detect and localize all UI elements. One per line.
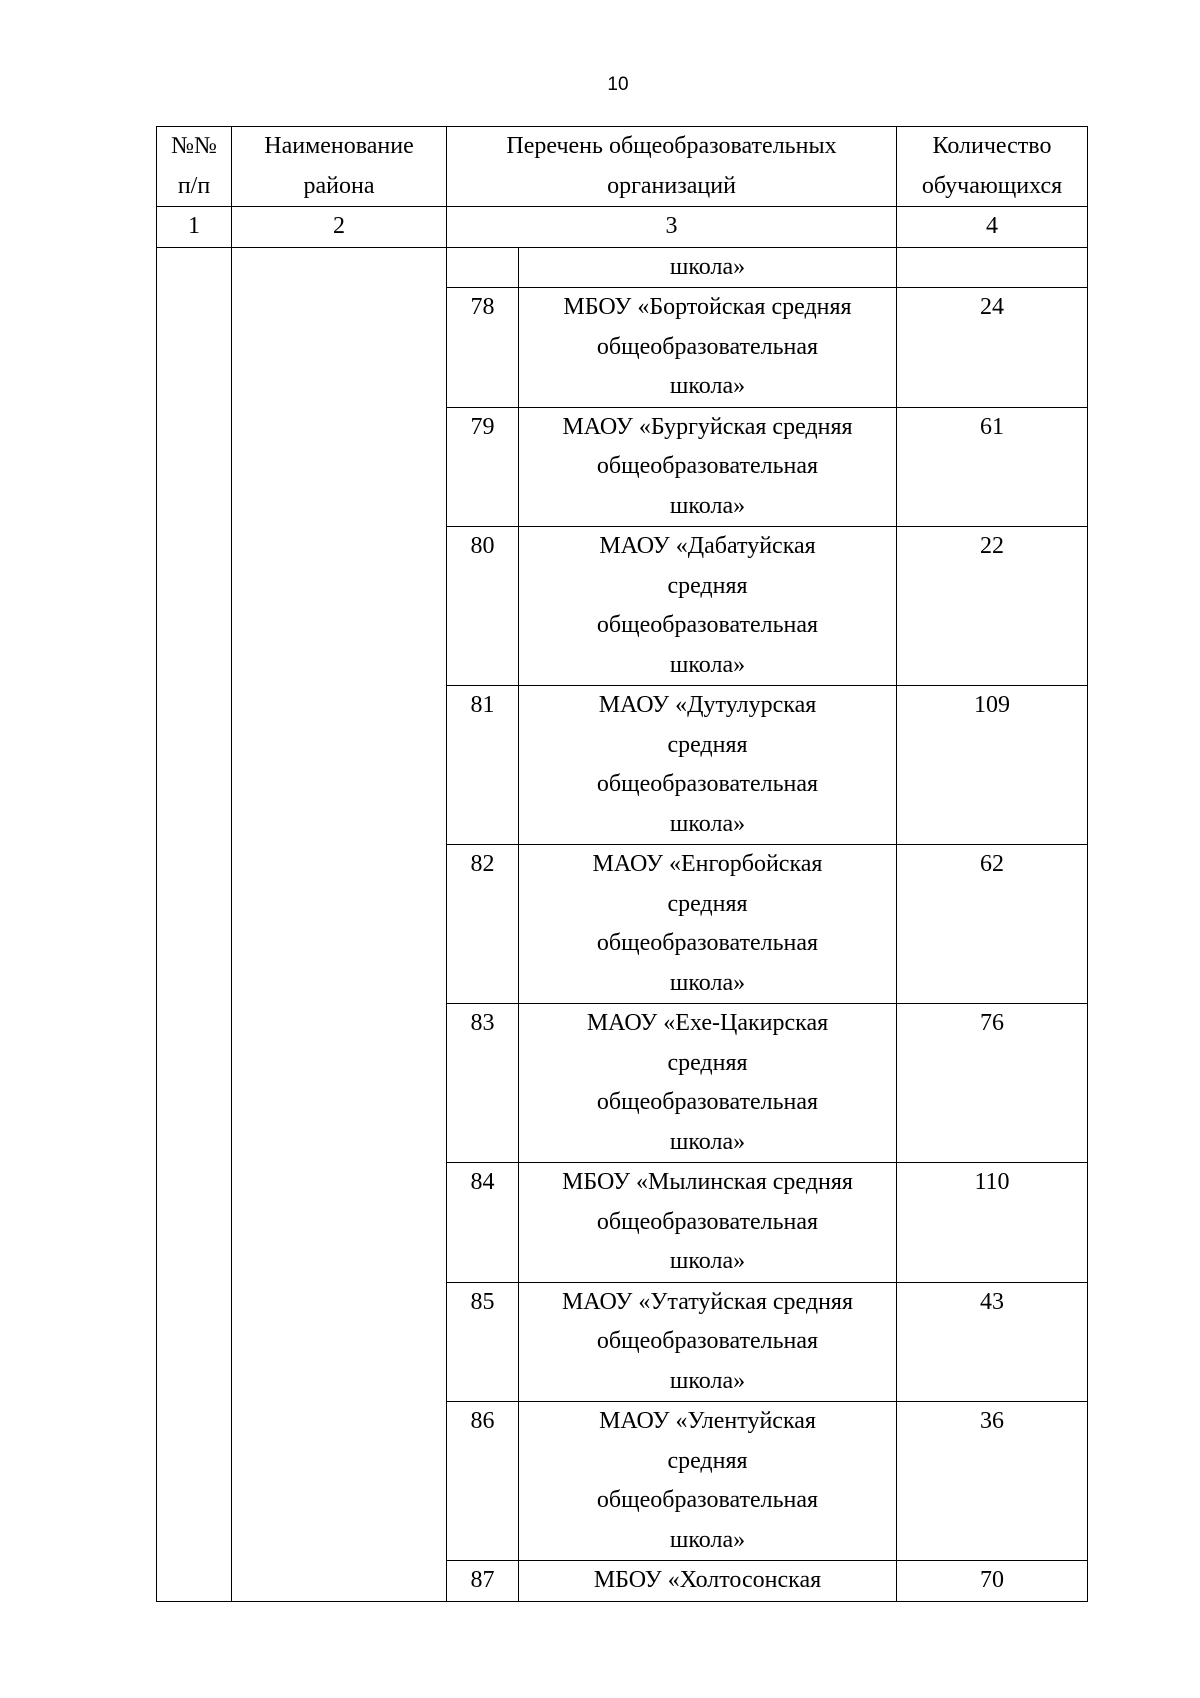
organization-name-line: МАОУ «Ехе-Цакирская — [586, 1010, 829, 1036]
organization-name — [519, 1402, 897, 1561]
header-count-cell — [897, 127, 1088, 207]
organization-name-line: школа» — [669, 1526, 746, 1553]
organization-name-line: общеобразовательная — [596, 1208, 819, 1235]
header-number-cell — [157, 127, 232, 207]
student-count: 36 — [897, 1402, 1088, 1561]
header-organizations-line: Перечень общеобразовательных — [506, 133, 837, 159]
organization-name-line: МБОУ «Бортойская средняя — [563, 294, 852, 320]
table-body — [157, 127, 1088, 1602]
organization-name — [519, 1561, 897, 1602]
organization-name-line: средняя — [667, 731, 748, 758]
student-count: 76 — [897, 1004, 1088, 1163]
row-number-cell-empty — [157, 247, 232, 1601]
organization-name-line: общеобразовательная — [596, 612, 819, 638]
organization-name-line: общеобразовательная — [596, 333, 819, 360]
organization-name-line: школа» — [669, 1248, 746, 1274]
organization-name-line: МБОУ «Холтосонская — [593, 1567, 822, 1593]
organization-name — [519, 527, 897, 686]
column-number-4: 4 — [897, 207, 1088, 248]
organization-name-line: общеобразовательная — [596, 1328, 819, 1354]
student-count: 110 — [897, 1163, 1088, 1283]
organization-name-line: общеобразовательная — [596, 1089, 819, 1115]
organization-name-line: школа» — [669, 1367, 746, 1394]
organization-name-line: общеобразовательная — [596, 453, 819, 479]
header-count-line: обучающихся — [921, 172, 1063, 199]
organization-index: 79 — [447, 407, 519, 527]
organization-index: 87 — [447, 1561, 519, 1602]
header-number-line: п/п — [177, 172, 211, 199]
header-organizations-cell — [447, 127, 897, 207]
organization-name-line: средняя — [667, 1049, 748, 1076]
index-cell-empty — [447, 247, 519, 288]
district-cell-empty — [232, 247, 447, 1601]
header-number-line: №№ — [171, 133, 217, 159]
column-numbering-row — [157, 207, 1088, 248]
organization-name-line: средняя — [667, 890, 748, 917]
header-district-line: района — [303, 172, 375, 199]
student-count: 22 — [897, 527, 1088, 686]
organization-name-line: школа» — [669, 373, 746, 399]
student-count: 43 — [897, 1282, 1088, 1402]
organization-name-line: школа» — [669, 492, 746, 519]
column-number-2: 2 — [232, 207, 447, 248]
organization-name-line: общеобразовательная — [596, 771, 819, 797]
header-district-line: Наименование — [264, 133, 414, 159]
organization-name-line: МАОУ «Дутулурская — [598, 692, 817, 718]
organization-name-line: МБОУ «Мылинская средняя — [562, 1169, 853, 1195]
continuation-name-line: школа» — [669, 253, 746, 280]
header-organizations-line: организаций — [607, 172, 736, 199]
organization-index: 86 — [447, 1402, 519, 1561]
organization-name-line: школа» — [669, 1128, 746, 1155]
student-count: 61 — [897, 407, 1088, 527]
student-count: 24 — [897, 288, 1088, 408]
organization-name-line: МАОУ «Бургуйская средняя — [562, 413, 853, 440]
organization-index: 83 — [447, 1004, 519, 1163]
organization-name-line: школа» — [669, 651, 746, 678]
organization-name — [519, 288, 897, 408]
organization-name-line: общеобразовательная — [596, 930, 819, 956]
continuation-row — [157, 247, 1088, 288]
organization-index: 80 — [447, 527, 519, 686]
organization-index: 84 — [447, 1163, 519, 1283]
column-number-1: 1 — [157, 207, 232, 248]
count-cell-empty — [897, 247, 1088, 288]
organization-name-line: общеобразовательная — [596, 1487, 819, 1513]
organization-name-line: средняя — [667, 572, 748, 599]
organization-name-line: МАОУ «Енгорбойская — [592, 851, 823, 877]
organization-name — [519, 1163, 897, 1283]
organization-index: 85 — [447, 1282, 519, 1402]
organization-name — [519, 686, 897, 845]
organization-name — [519, 1282, 897, 1402]
organization-name-line: школа» — [669, 810, 746, 837]
organization-name-line: МАОУ «Утатуйская средняя — [561, 1288, 854, 1315]
student-count: 109 — [897, 686, 1088, 845]
organizations-table — [156, 126, 1088, 1602]
student-count: 70 — [897, 1561, 1088, 1602]
column-number-3: 3 — [447, 207, 897, 248]
header-district-cell — [232, 127, 447, 207]
student-count: 62 — [897, 845, 1088, 1004]
page-number: 10 — [607, 74, 629, 95]
organization-name-line: МАОУ «Улентуйская — [599, 1408, 816, 1434]
organization-name — [519, 407, 897, 527]
header-row — [157, 127, 1088, 207]
organization-name — [519, 1004, 897, 1163]
organization-name-line: средняя — [667, 1447, 748, 1474]
header-count-line: Количество — [932, 133, 1052, 159]
organization-index: 82 — [447, 845, 519, 1004]
organization-name-line: МАОУ «Дабатуйская — [599, 533, 816, 559]
organization-name-line: школа» — [669, 969, 746, 996]
continuation-name-cell — [519, 247, 897, 288]
organization-index: 81 — [447, 686, 519, 845]
organization-name — [519, 845, 897, 1004]
organization-index: 78 — [447, 288, 519, 408]
